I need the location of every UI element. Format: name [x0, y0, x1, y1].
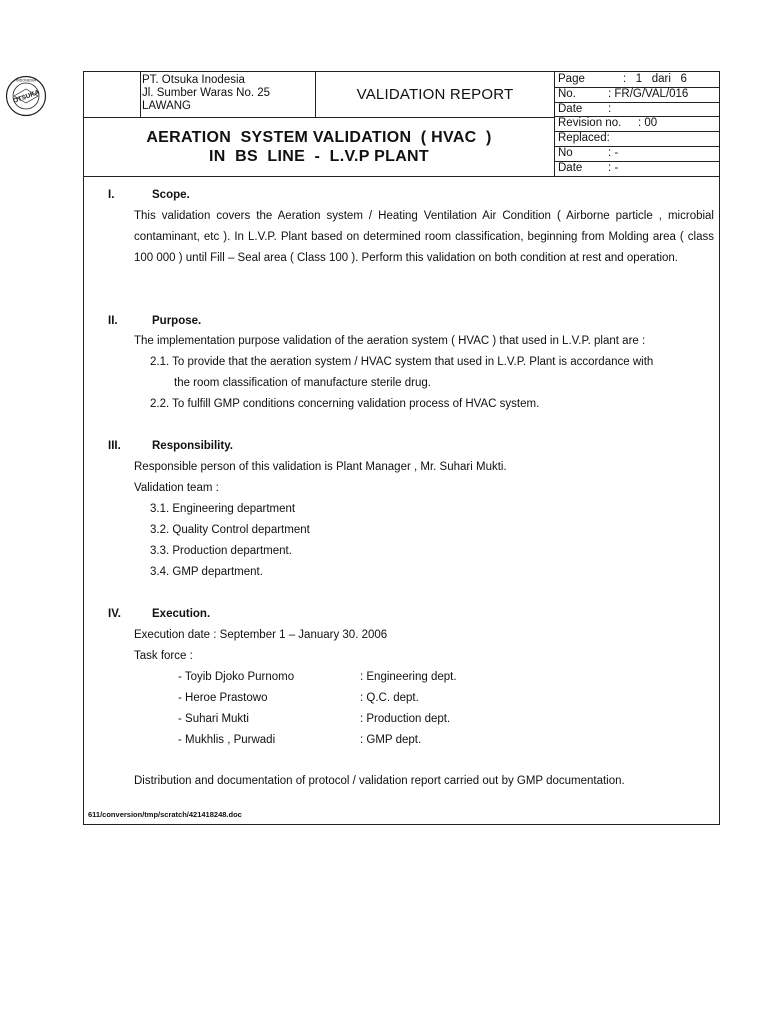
task-force-dept: : GMP dept.	[360, 734, 422, 746]
section-title-scope: Scope.	[152, 189, 190, 201]
meta-revision: Revision no. : 00	[558, 117, 658, 129]
title-line-1: AERATION SYSTEM VALIDATION ( HVAC )	[146, 129, 492, 146]
purpose-intro: The implementation purpose validation of the aeration system ( HVAC ) that used in L.V.P. plant are :	[134, 335, 646, 347]
task-force-dept: : Q.C. dept.	[360, 692, 419, 704]
otsuka-logo-seal	[5, 75, 47, 117]
distribution-note: Distribution and documentation of protocol / validation report carried out by GMP documentation.	[134, 775, 625, 787]
logo-text: OTSUKA	[12, 88, 41, 105]
company-name: PT. Otsuka Inodesia	[142, 74, 245, 86]
task-force-name: - Mukhlis , Purwadi	[178, 734, 276, 746]
execution-date: Execution date : September 1 – January 30. 2006	[134, 629, 388, 641]
company-address	[142, 74, 270, 113]
company-city: LAWANG	[142, 100, 191, 112]
section-title-purpose: Purpose.	[152, 315, 202, 327]
meta-doc-number: No. : FR/G/VAL/016	[558, 88, 689, 100]
team-item: 3.3. Production department.	[150, 545, 292, 557]
title-line-2: IN BS LINE - L.V.P PLANT	[209, 148, 429, 165]
document-title	[84, 118, 554, 176]
task-force-name: - Suhari Mukti	[178, 713, 249, 725]
header-table	[84, 72, 719, 176]
section-number: III.	[108, 440, 121, 452]
team-item: 3.2. Quality Control department	[150, 524, 310, 536]
meta-replaced: Replaced:	[558, 132, 610, 144]
document-frame	[83, 71, 720, 825]
task-force-name: - Heroe Prastowo	[178, 692, 268, 704]
report-type: VALIDATION REPORT	[356, 86, 514, 103]
section-title-responsibility: Responsibility.	[152, 440, 233, 452]
scope-paragraph: This validation covers the Aeration system / Heating Ventilation Air Condition ( Airborne particle , microbial contaminant, etc ). In L.V.P. Plant based on determined room classification, beginning from Molding area ( class 100 000 ) until Fill – Seal area ( Class 100 ). Perform this validation on both condition at rest and operation.	[134, 210, 714, 264]
responsibility-intro: Responsible person of this validation is Plant Manager , Mr. Suhari Mukti.	[134, 461, 507, 473]
company-street: Jl. Sumber Waras No. 25	[142, 87, 271, 99]
section-number: II.	[108, 315, 118, 327]
task-force-dept: : Production dept.	[360, 713, 451, 725]
meta-date: Date :	[558, 103, 612, 115]
team-item: 3.1. Engineering department	[150, 503, 296, 515]
validation-team-label: Validation team :	[134, 482, 219, 494]
footer-file-path: 611/conversion/tmp/scratch/421418248.doc	[88, 810, 242, 819]
section-number: I.	[108, 189, 115, 201]
section-number: IV.	[108, 608, 122, 620]
team-item: 3.4. GMP department.	[150, 566, 263, 578]
logo-ring-text: INDONESIA	[16, 78, 36, 83]
task-force-name: - Toyib Djoko Purnomo	[178, 671, 295, 683]
meta-replaced-date: Date : -	[558, 162, 619, 174]
task-force-label: Task force :	[134, 650, 193, 662]
section-title-execution: Execution.	[152, 608, 211, 620]
task-force-dept: : Engineering dept.	[360, 671, 457, 683]
purpose-item-2-1: 2.1. To provide that the aeration system / HVAC system that used in L.V.P. Plant is accordance with the room classification of manufacture sterile drug.	[150, 356, 654, 389]
meta-replaced-no: No : -	[558, 147, 619, 159]
purpose-item-2-2: 2.2. To fulfill GMP conditions concerning validation process of HVAC system.	[150, 398, 540, 410]
meta-page: Page : 1 dari 6	[558, 73, 687, 85]
